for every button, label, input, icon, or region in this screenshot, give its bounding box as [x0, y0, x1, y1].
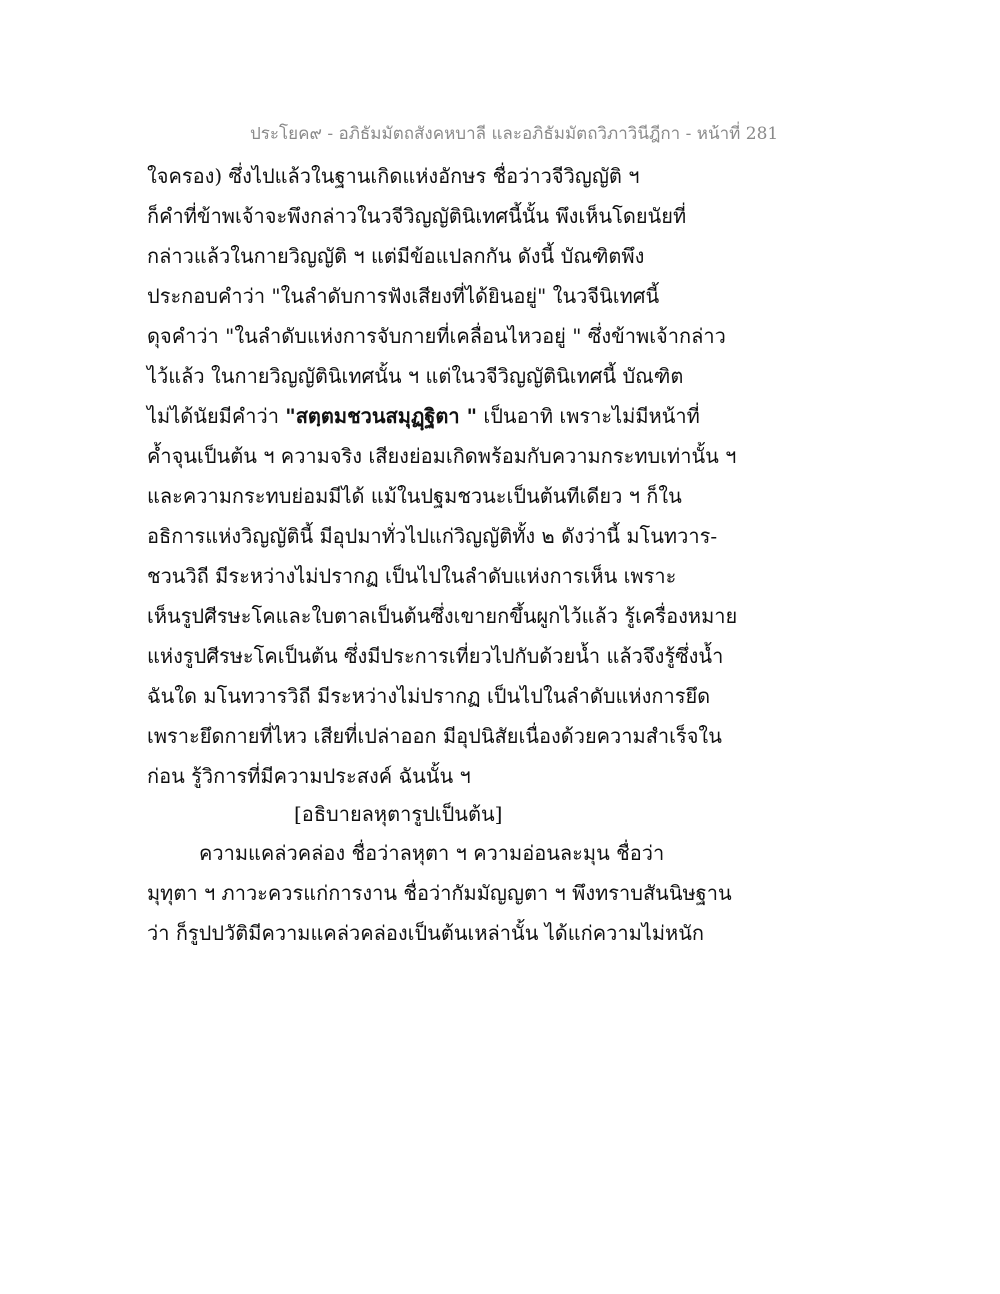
text-line: ว่า ก็รูปปวัติมีความแคล่วคล่องเป็นต้นเหล่านั้น ได้แก่ความไม่หนัก [147, 921, 705, 945]
text-span: เป็นอาทิ เพราะไม่มีหน้าที่ [477, 404, 700, 428]
text-line: ก็คำที่ข้าพเจ้าจะพึงกล่าวในวจีวิญญัตินิเทศนี้นั้น พึงเห็นโดยนัยที่ [147, 204, 687, 228]
text-line: มุทุตา ฯ ภาวะควรแก่การงาน ชื่อว่ากัมมัญญตา ฯ พึงทราบสันนิษฐาน [147, 881, 732, 905]
text-line: แห่งรูปศีรษะโคเป็นต้น ซึ่งมีประการเที่ยวไปกับด้วยน้ำ แล้วจึงรู้ซึ่งน้ำ [147, 644, 724, 668]
text-line: ชวนวิถี มีระหว่างไม่ปรากฏ เป็นไปในลำดับแห่งการเห็น เพราะ [147, 564, 677, 588]
text-line: ความแคล่วคล่อง ชื่อว่าลหุตา ฯ ความอ่อนละมุน ชื่อว่า [199, 841, 665, 865]
text-line: ดุจคำว่า "ในลำดับแห่งการจับกายที่เคลื่อนไหวอยู่ " ซึ่งข้าพเจ้ากล่าว [147, 324, 726, 348]
body-text [147, 156, 867, 796]
text-line: ไว้แล้ว ในกายวิญญัตินิเทศนั้น ฯ แต่ในวจีวิญญัตินิเทศนี้ บัณฑิต [147, 364, 684, 388]
text-line: กล่าวแล้วในกายวิญญัติ ฯ แต่มีข้อแปลกกัน ดังนี้ บัณฑิตพึง [147, 244, 645, 268]
text-line: เพราะยึดกายที่ไหว เสียที่เปล่าออก มีอุปนิสัยเนื่องด้วยความสำเร็จใน [147, 724, 722, 748]
text-line: ประกอบคำว่า "ในลำดับการฟังเสียงที่ได้ยินอยู่" ในวจีนิเทศนี้ [147, 284, 660, 308]
text-line: ฉันใด มโนทวารวิถี มีระหว่างไม่ปรากฏ เป็นไปในลำดับแห่งการยึด [147, 684, 711, 708]
running-header: ประโยค๙ - อภิธัมมัตถสังคหบาลี และอภิธัมมัตถวิภาวินีฎีกา - หน้าที่ 281 [250, 124, 779, 144]
text-line: ค้ำจุนเป็นต้น ฯ ความจริง เสียงย่อมเกิดพร้อมกับความกระทบเท่านั้น ฯ [147, 444, 737, 468]
section-heading: [อธิบายลหุตารูปเป็นต้น] [294, 802, 503, 826]
text-line: ใจครอง) ซึ่งไปแล้วในฐานเกิดแห่งอักษร ชื่อว่าวจีวิญญัติ ฯ [147, 164, 640, 188]
pali-term: "สตฺตมชวนสมุฏฺฐิตา " [285, 404, 478, 428]
text-line: เห็นรูปศีรษะโคและใบตาลเป็นต้นซึ่งเขายกขึ้นผูกไว้แล้ว รู้เครื่องหมาย [147, 604, 738, 628]
text-line: ก่อน รู้วิการที่มีความประสงค์ ฉันนั้น ฯ [147, 764, 471, 788]
text-line [147, 396, 867, 436]
text-span: ไม่ได้นัยมีคำว่า [147, 404, 286, 428]
section-paragraph [147, 833, 867, 953]
text-line: และความกระทบย่อมมีได้ แม้ในปฐมชวนะเป็นต้นทีเดียว ฯ ก็ใน [147, 484, 682, 508]
text-line: อธิการแห่งวิญญัตินี้ มีอุปมาทั่วไปแก่วิญญัติทั้ง ๒ ดังว่านี้ มโนทวาร- [147, 524, 718, 548]
